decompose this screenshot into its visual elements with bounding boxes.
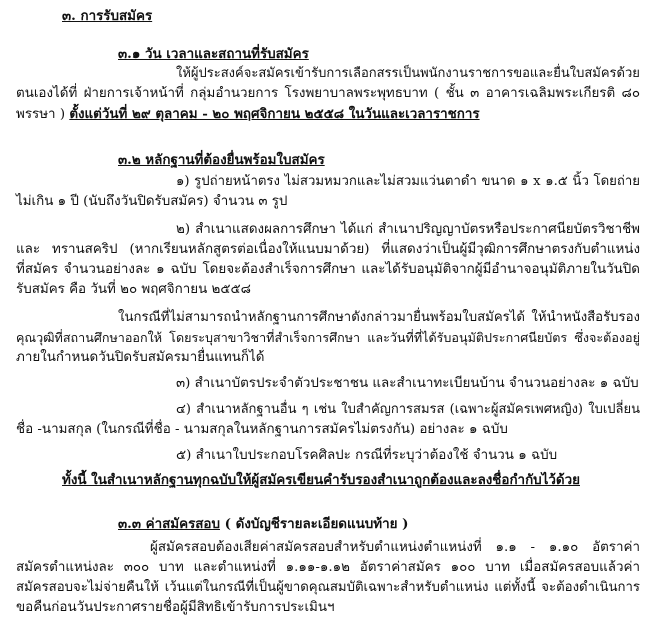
paragraph-line: ผู้สมัครสอบต้องเสียค่าสมัครสอบสำหรับตำแหน่งตำแหน่งที่ ๑.๑ - ๑.๑๐ อัตราค่า bbox=[150, 540, 640, 555]
list-item-continuation: ชื่อ -นามสกุล (ในกรณีที่ชื่อ - นามสกุลในหลักฐานการสมัครไม่ตรงกัน) อย่างละ ๑ ฉบับ bbox=[16, 422, 508, 437]
subsection-heading-label: ๓.๓ ค่าสมัครสอบ bbox=[118, 516, 220, 532]
paragraph-line: ภายในกำหนดวันปิดรับสมัครมายื่นแทนก็ได้ bbox=[16, 350, 265, 365]
subsection-heading-note: ( ดังบัญชีรายละเอียดแนบท้าย ) bbox=[224, 516, 409, 532]
subsection-heading-3-2: ๓.๒ หลักฐานที่ต้องยื่นพร้อมใบสมัคร bbox=[118, 152, 325, 168]
list-item-continuation: และ ทรานสคริป (หากเรียนหลักสูตรต่อเนื่องให้แนบมาด้วย) ที่แสดงว่าเป็นผู้มีวุฒิการศึกษาตรงกับตำแหน่ง bbox=[16, 242, 640, 257]
subsection-heading-3-3 bbox=[118, 514, 408, 534]
list-item-continuation: ที่สมัคร จำนวนอย่างละ ๑ ฉบับ โดยจะต้องสำเร็จการศึกษา และได้รับอนุมัติจากผู้มีอำนาจอนุมัติภายในวันปิด bbox=[16, 262, 640, 277]
application-period: ตั้งแต่วันที่ ๒๙ ตุลาคม - ๒๐ พฤศจิกายน ๒๕๕๘ ในวันและเวลาราชการ bbox=[69, 106, 480, 122]
section-heading: ๓. การรับสมัคร bbox=[62, 8, 153, 24]
list-item: ๑) รูปถ่ายหน้าตรง ไม่สวมหมวกและไม่สวมแว่นตาดำ ขนาด ๑ x ๑.๕ นิ้ว โดยถ่าย bbox=[176, 174, 640, 189]
text-span: พรรษา ) bbox=[16, 107, 66, 122]
paragraph-line: ให้ผู้ประสงค์จะสมัครเข้ารับการเลือกสรรเป็นพนักงานราชการขอและยื่นใบสมัครด้วย bbox=[176, 66, 640, 81]
paragraph-line: สมัครตำแหน่งละ ๓๐๐ บาท และตำแหน่งที่ ๑.๑๑-๑.๑๒ อัตราค่าสมัคร ๑๐๐ บาท เมื่อสมัครสอบแล้วค่า bbox=[16, 560, 640, 575]
emphasis-note: ทั้งนี้ ในสำเนาหลักฐานทุกฉบับให้ผู้สมัครเขียนคำรับรองสำเนาถูกต้องและลงชื่อกำกับไว้ด้วย bbox=[62, 472, 580, 488]
list-item-continuation: รับสมัคร คือ วันที่ ๒๐ พฤศจิกายน ๒๕๕๘ bbox=[16, 282, 251, 297]
list-item: ๕) สำเนาใบประกอบโรคศิลปะ กรณีที่ระบุว่าต้องใช้ จำนวน ๑ ฉบับ bbox=[176, 448, 558, 463]
paragraph-line bbox=[16, 104, 480, 125]
list-item: ๓) สำเนาบัตรประจำตัวประชาชน และสำเนาทะเบียนบ้าน จำนวนอย่างละ ๑ ฉบับ bbox=[176, 376, 639, 391]
paragraph-line: คุณวุฒิที่สถานศึกษาออกให้ โดยระบุสาขาวิชาที่สำเร็จการศึกษา และวันที่ที่ได้รับอนุมัติประกาศนียบัตร ซึ่งจะต้องอยู่ bbox=[16, 330, 641, 345]
paragraph-line: ในกรณีที่ไม่สามารถนำหลักฐานการศึกษาดังกล่าวมายื่นพร้อมใบสมัครได้ ให้นำหนังสือรับรอง bbox=[118, 310, 640, 325]
paragraph-line: สมัครสอบจะไม่จ่ายคืนให้ เว้นแต่ในกรณีที่เป็นผู้ขาดคุณสมบัติเฉพาะสำหรับตำแหน่ง แต่ทั้งนี้ จะต้องดำเนินการ bbox=[16, 580, 640, 595]
list-item: ๒) สำเนาแสดงผลการศึกษา ได้แก่ สำเนาปริญญาบัตรหรือประกาศนียบัตรวิชาชีพ bbox=[176, 222, 640, 237]
paragraph-line: ตนเองได้ที่ ฝ่ายการเจ้าหน้าที่ กลุ่มอำนวยการ โรงพยาบาลพระพุทธบาท ( ชั้น ๓ อาคารเฉลิมพระเกียรติ ๘๐ bbox=[16, 86, 640, 101]
subsection-heading-3-1: ๓.๑ วัน เวลาและสถานที่รับสมัคร bbox=[118, 46, 309, 62]
list-item-continuation: ไม่เกิน ๑ ปี (นับถึงวันปิดรับสมัคร) จำนวน ๓ รูป bbox=[16, 194, 288, 209]
list-item: ๔) สำเนาหลักฐานอื่น ๆ เช่น ใบสำคัญการสมรส (เฉพาะผู้สมัครเพศหญิง) ใบเปลี่ยน bbox=[176, 402, 640, 417]
paragraph-line: ขอคืนก่อนวันประกาศรายชื่อผู้มีสิทธิเข้ารับการประเมินฯ bbox=[16, 600, 335, 615]
